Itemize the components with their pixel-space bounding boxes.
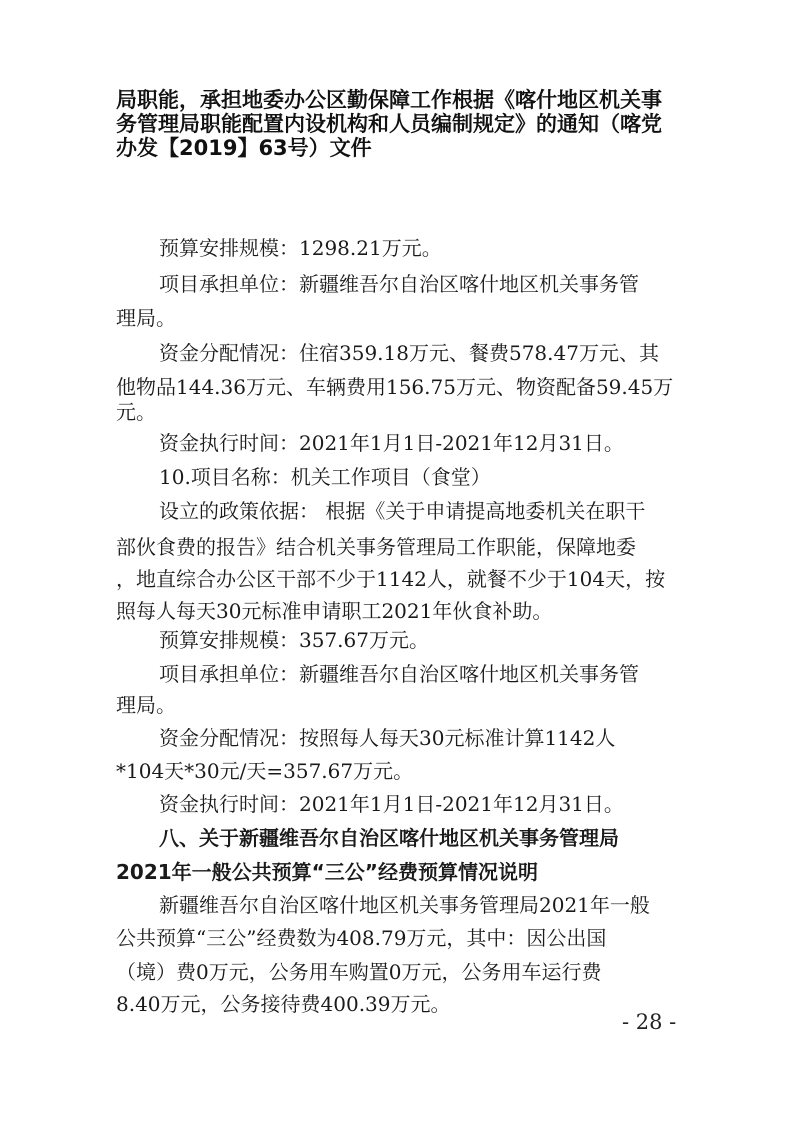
page-number: - 28 - [622, 1010, 677, 1034]
policy-basis-line-2: 部伙食费的报告》结合机关事务管理局工作职能，保障地委 [116, 535, 636, 559]
policy-basis-line-3: ，地直综合办公区干部不少于1142人，就餐不少于104天，按 [116, 567, 666, 591]
three-public-summary-line-4: 8.40万元，公务接待费400.39万元。 [116, 992, 451, 1016]
header-line-3: 办发【2019】63号）文件 [116, 136, 372, 160]
project-unit-line-cont: 理局。 [116, 306, 176, 330]
policy-basis-line: 设立的政策依据： 根据《关于申请提高地委机关在职干 [159, 499, 646, 523]
project-unit-line: 项目承担单位：新疆维吾尔自治区喀什地区机关事务管 [159, 272, 639, 296]
execution-time-line-2: 资金执行时间：2021年1月1日-2021年12月31日。 [159, 792, 624, 816]
fund-allocation-line-cont: 他物品144.36万元、车辆费用156.75万元、物资配备59.45万 [116, 375, 674, 399]
fund-allocation-line: 资金分配情况：住宿359.18万元、餐费578.47万元、其 [159, 341, 659, 365]
fund-allocation-line-2: 资金分配情况：按照每人每天30元标准计算1142人 [159, 726, 616, 750]
three-public-summary-line: 新疆维吾尔自治区喀什地区机关事务管理局2021年一般 [159, 893, 650, 917]
header-line-1: 局职能，承担地委办公区勤保障工作根据《喀什地区机关事 [116, 88, 662, 112]
project-unit-line-2: 项目承担单位：新疆维吾尔自治区喀什地区机关事务管 [159, 662, 639, 686]
fund-allocation-line-end: 元。 [116, 400, 156, 424]
policy-basis-line-4: 照每人每天30元标准申请职工2021年伙食补助。 [116, 599, 553, 623]
section-heading: 八、关于新疆维吾尔自治区喀什地区机关事务管理局 [159, 826, 619, 850]
three-public-summary-line-3: （境）费0万元，公务用车购置0万元，公务用车运行费 [116, 960, 602, 984]
project-unit-line-2-cont: 理局。 [116, 693, 176, 717]
section-heading-cont: 2021年一般公共预算“三公”经费预算情况说明 [116, 860, 538, 884]
budget-scale-line-2: 预算安排规模：357.67万元。 [159, 628, 429, 652]
header-line-2: 务管理局职能配置内设机构和人员编制规定》的通知（喀党 [116, 112, 662, 136]
continued-paragraph-header [116, 88, 706, 160]
fund-allocation-line-2-cont: *104天*30元/天=357.67万元。 [116, 759, 414, 783]
execution-time-line: 资金执行时间：2021年1月1日-2021年12月31日。 [159, 431, 624, 455]
project-name-line: 10.项目名称：机关工作项目（食堂） [159, 465, 491, 489]
budget-scale-line: 预算安排规模：1298.21万元。 [159, 236, 442, 260]
three-public-summary-line-2: 公共预算“三公”经费数为408.79万元，其中：因公出国 [116, 926, 607, 950]
